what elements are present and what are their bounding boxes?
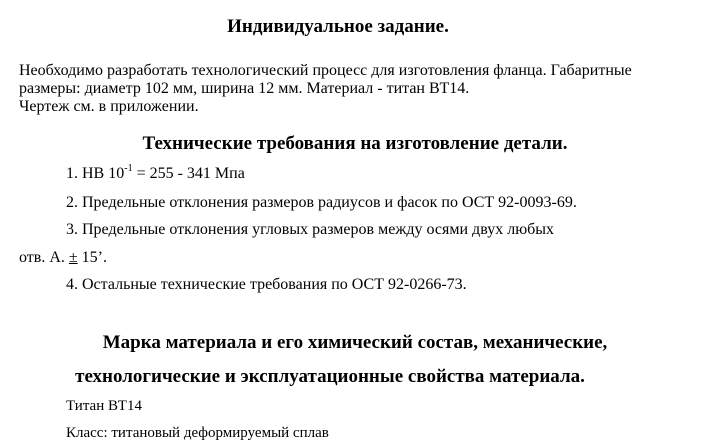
material-heading-line-1: Марка материала и его химический состав, механические,	[102, 332, 608, 353]
material-grade: Титан ВТ14	[66, 398, 142, 414]
intro-line-2: размеры: диаметр 102 мм, ширина 12 мм. Материал - титан ВТ14.	[19, 80, 470, 97]
requirement-item-4: 4. Остальные технические требования по ОСТ 92-0266-73.	[66, 276, 467, 293]
material-class: Класс: титановый деформируемый сплав	[66, 425, 329, 441]
material-heading-line-2: технологические и эксплуатационные свойства материала.	[75, 366, 585, 387]
requirement-item-2: 2. Предельные отклонения размеров радиусов и фасок по ОСТ 92-0093-69.	[66, 194, 577, 211]
requirement-item-1-exponent: -1	[124, 163, 133, 174]
plus-minus-symbol: ±	[68, 249, 78, 266]
requirement-item-3-prefix: отв. А.	[19, 249, 69, 266]
requirement-item-1-suffix: = 255 - 341 Мпа	[132, 165, 245, 182]
intro-line-1: Необходимо разработать технологический процесс для изготовления фланца. Габаритные	[19, 62, 632, 79]
requirement-item-1-prefix: 1. НВ 10	[66, 165, 125, 182]
material-class-clip	[0, 421, 676, 441]
document-title: Индивидуальное задание.	[227, 16, 449, 37]
requirement-item-3-line-1: 3. Предельные отклонения угловых размеров между осями двух любых	[66, 221, 555, 238]
requirement-item-3-line-2	[19, 248, 107, 268]
requirement-item-3-suffix: 15’.	[77, 249, 107, 266]
intro-line-3: Чертеж см. в приложении.	[19, 98, 199, 115]
requirement-item-1	[66, 164, 245, 184]
requirements-heading: Технические требования на изготовление детали.	[142, 133, 568, 154]
